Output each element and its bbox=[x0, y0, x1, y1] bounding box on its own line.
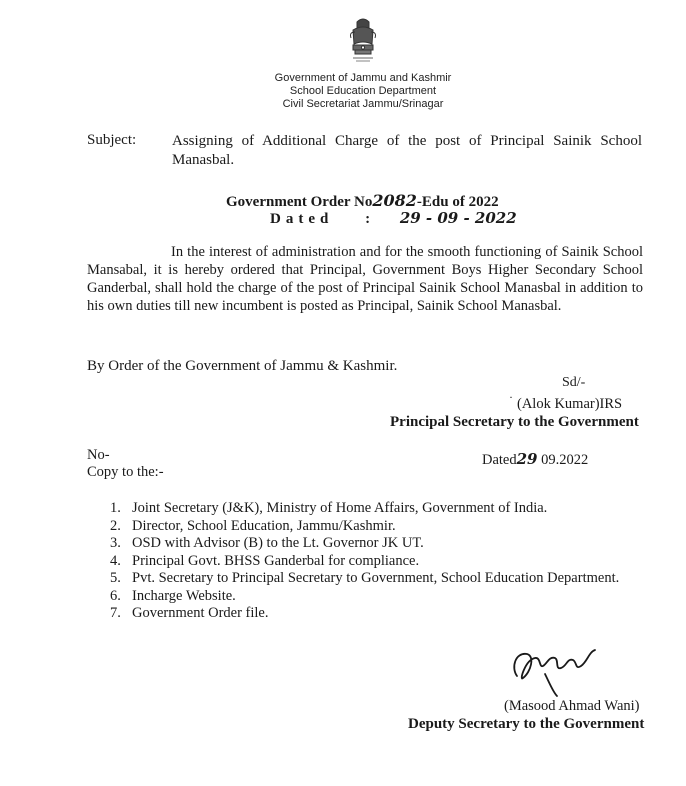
government-order-number bbox=[226, 191, 499, 211]
sd-mark: Sd/- bbox=[562, 375, 586, 390]
list-item-number: 6. bbox=[110, 587, 121, 604]
dated-colon: : bbox=[365, 211, 371, 227]
list-item-number: 7. bbox=[110, 605, 121, 621]
copy-recipients-list bbox=[110, 500, 650, 623]
signatory-designation-deputy-secretary: Deputy Secretary to the Government bbox=[408, 716, 645, 732]
endorsement-date-prefix: Dated bbox=[482, 452, 517, 468]
list-item-number: 4. bbox=[110, 552, 121, 569]
dated-label: Dated bbox=[270, 211, 334, 227]
list-item-text: Joint Secretary (J&K), Ministry of Home Affairs, Government of India. bbox=[132, 500, 548, 516]
list-item-text: Director, School Education, Jammu/Kashmir. bbox=[132, 517, 396, 534]
subject-label: Subject: bbox=[87, 132, 137, 148]
list-item-text: OSD with Advisor (B) to the Lt. Governor JK UT. bbox=[132, 535, 424, 551]
list-item-text: Government Order file. bbox=[132, 605, 269, 621]
order-date-handwritten: 29 - 09 - 2022 bbox=[399, 209, 517, 227]
header-line-government: Government of Jammu and Kashmir bbox=[274, 72, 452, 84]
order-prefix: Government Order No bbox=[226, 194, 373, 210]
subject-text: Assigning of Additional Charge of the post of Principal Sainik School Manasbal. bbox=[172, 133, 642, 168]
national-emblem-icon bbox=[347, 16, 379, 64]
list-item bbox=[110, 588, 650, 605]
by-order-line: By Order of the Government of Jammu & Kashmir. bbox=[87, 358, 398, 374]
list-item bbox=[110, 500, 650, 517]
list-item bbox=[110, 605, 650, 622]
signatory-name-deputy-secretary: (Masood Ahmad Wani) bbox=[504, 698, 640, 714]
copy-to-label: Copy to the:- bbox=[87, 464, 164, 480]
order-date-line bbox=[270, 209, 517, 228]
list-item-number: 2. bbox=[110, 517, 121, 534]
order-number-handwritten: 2082 bbox=[372, 191, 417, 210]
list-item bbox=[110, 518, 650, 535]
list-item-text: Principal Govt. BHSS Ganderbal for compliance. bbox=[132, 552, 420, 569]
handwritten-signature bbox=[505, 638, 615, 698]
endorsement-date-day-handwritten: 29 bbox=[516, 450, 538, 468]
list-item bbox=[110, 535, 650, 552]
endorsement-date-rest: 09.2022 bbox=[537, 452, 589, 468]
order-body-paragraph: In the interest of administration and for the smooth functioning of Sainik School Mansabal, it is hereby ordered that Principal, Government Boys Higher Secondary School Ganderbal, shall hold the charge of the post of Principal Sainik School Manasbal in addition to his own duties till new incumbent is posted as Principal, Sainik School Manasbal. bbox=[87, 244, 643, 314]
endorsement-number: No- bbox=[87, 447, 110, 463]
list-item bbox=[110, 553, 650, 570]
header-line-secretariat: Civil Secretariat Jammu/Srinagar bbox=[282, 98, 444, 110]
list-item-number: 1. bbox=[110, 500, 121, 516]
list-item-number: 5. bbox=[110, 570, 121, 586]
list-item-number: 3. bbox=[110, 535, 121, 551]
list-item-text: Incharge Website. bbox=[132, 587, 236, 604]
signatory-designation-principal-secretary: Principal Secretary to the Government bbox=[390, 414, 639, 430]
signatory-name-principal-secretary: (Alok Kumar)IRS bbox=[517, 396, 623, 412]
department-header bbox=[240, 72, 486, 111]
endorsement-date bbox=[482, 450, 588, 469]
list-item bbox=[110, 570, 650, 587]
header-line-department: School Education Department bbox=[289, 85, 437, 97]
list-item-text: Pvt. Secretary to Principal Secretary to Government, School Education Department. bbox=[132, 570, 620, 586]
dot-mark: · bbox=[509, 390, 513, 404]
order-suffix: -Edu of 2022 bbox=[416, 194, 499, 210]
